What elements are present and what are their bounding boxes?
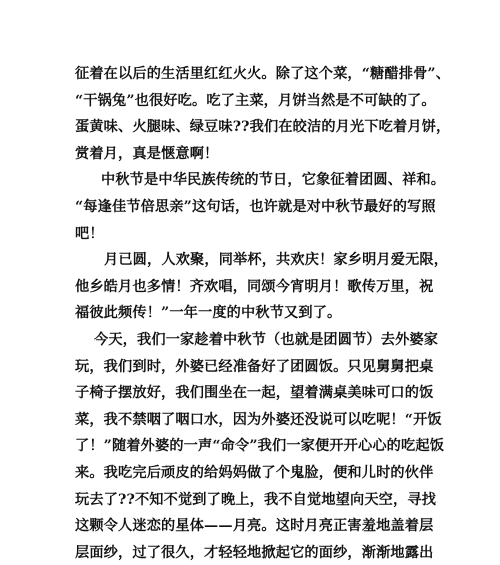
text-line: 福彼此频传！”一年一度的中秋节又到了。 xyxy=(75,305,342,322)
text-line: 中秋节是中华民族传统的节日，它象征着团圆、祥和。 xyxy=(101,172,446,189)
article-body xyxy=(75,61,451,565)
paragraph-4 xyxy=(75,327,445,565)
text-line: 吧！ xyxy=(75,225,104,242)
paragraph-3 xyxy=(75,247,449,327)
text-line: 今天，我们一家趁着中秋节（也就是团圆节）去外婆家 xyxy=(94,331,439,348)
text-line: 玩，我们到时，外婆已经准备好了团圆饭。只见舅舅把桌 xyxy=(75,358,434,375)
text-line: 这颗令人迷恋的星体——月亮。这时月亮正害羞地盖着层 xyxy=(75,518,434,535)
text-line: “每逢佳节倍思亲”这句话，也许就是对中秋节最好的写照 xyxy=(75,198,436,215)
text-line: 他乡皓月也多情！齐欢唱，同颂今宵明月！歌传万里，祝 xyxy=(75,278,434,295)
paragraph-1 xyxy=(75,61,451,167)
text-line: 了！”随着外婆的一声“命令”我们一家便开开心心的吃起饭 xyxy=(75,438,445,455)
paragraph-2 xyxy=(75,167,446,247)
text-line: 征着在以后的生活里红红火火。除了这个菜，“糖醋排骨”、 xyxy=(75,66,451,82)
text-line: “干锅兔”也很好吃。吃了主菜，月饼当然是不可缺的了。 xyxy=(75,92,436,109)
text-line: 子椅子摆放好，我们围坐在一起，望着满桌美味可口的饭 xyxy=(75,385,434,402)
text-line: 层面纱，过了很久，才轻轻地掀起它的面纱，渐渐地露出 xyxy=(75,544,434,561)
text-line: 赏着月，真是惬意啊！ xyxy=(75,145,219,162)
text-line: 来。我吃完后顽皮的给妈妈做了个鬼脸，便和儿时的伙伴 xyxy=(75,464,434,481)
text-line: 玩去了??不知不觉到了晚上，我不自觉地望向天空，寻找 xyxy=(75,491,437,508)
text-line: 蛋黄味、火腿味、绿豆味??我们在皎洁的月光下吃着月饼， xyxy=(75,119,451,136)
text-line: 菜，我不禁咽了咽口水，因为外婆还没说可以吃呢！“开饭 xyxy=(75,411,442,428)
text-line: 月已圆，人欢聚，同举杯，共欢庆！家乡明月爱无限， xyxy=(104,252,449,269)
